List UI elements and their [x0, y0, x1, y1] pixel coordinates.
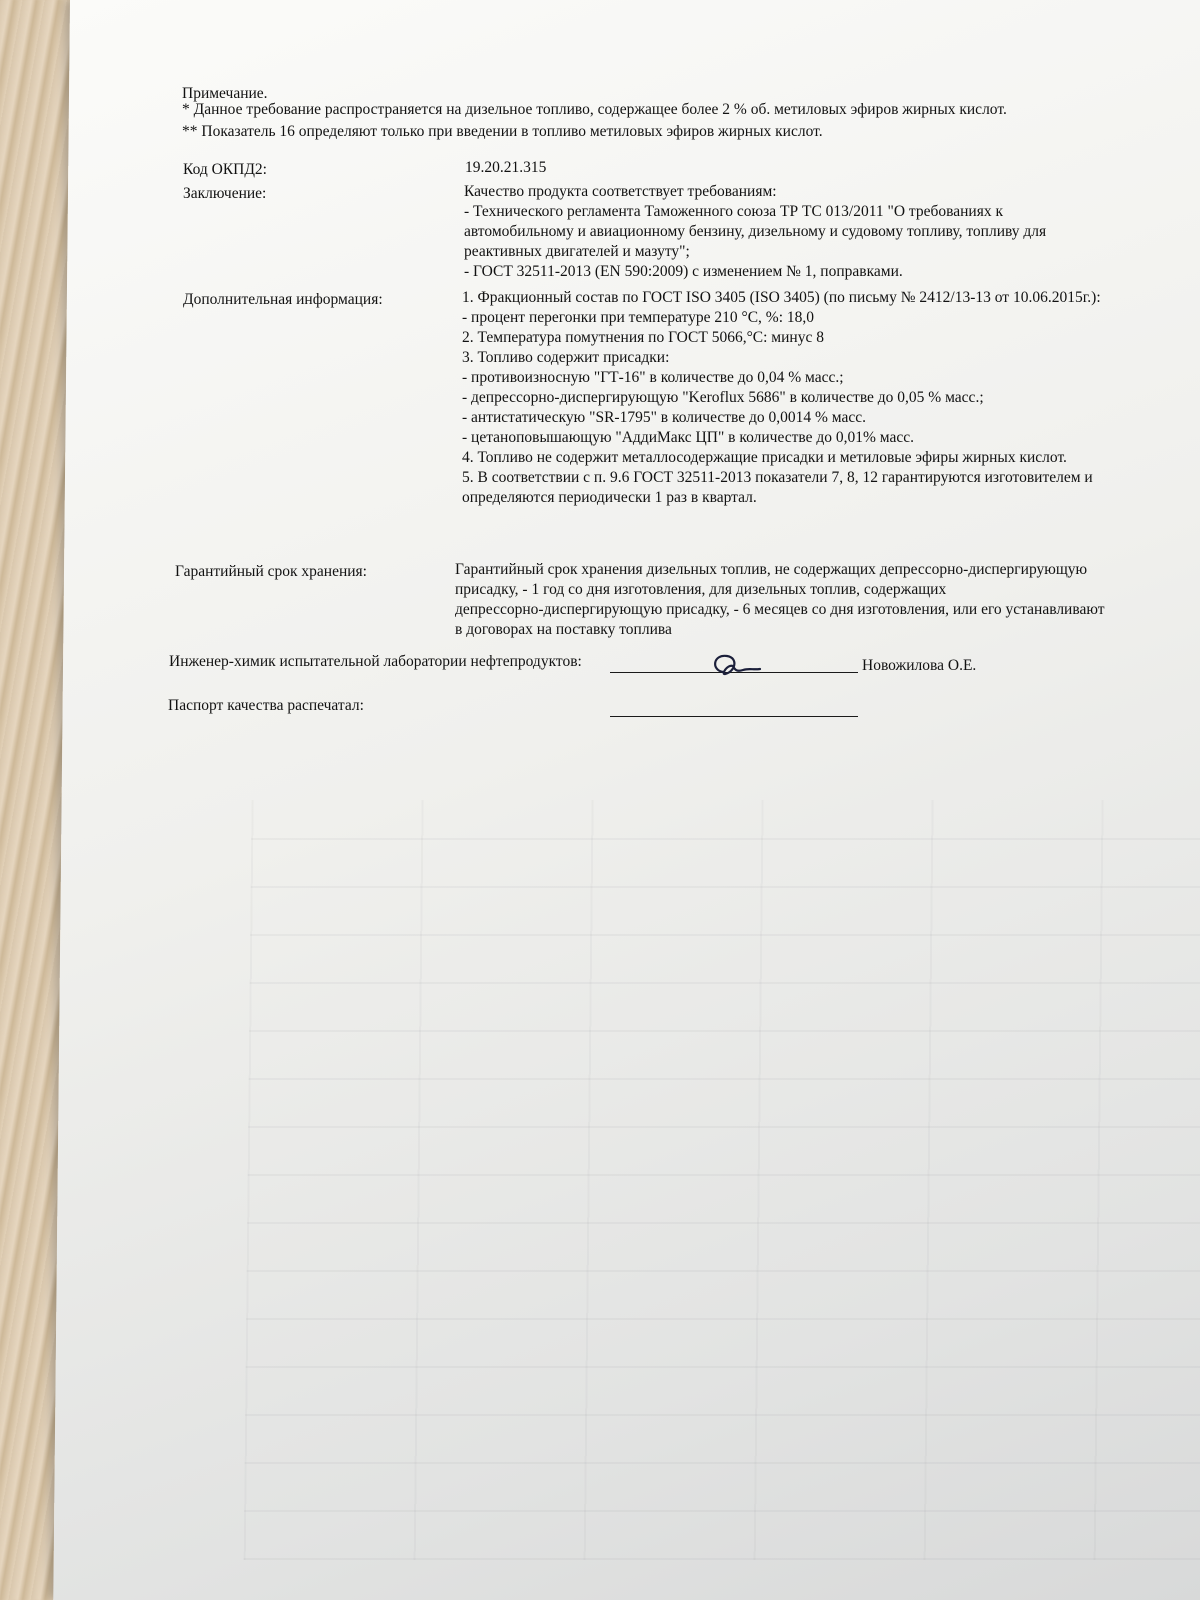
- handwritten-signature: [705, 650, 765, 684]
- additional-line: 3. Топливо содержит присадки:: [462, 349, 670, 366]
- additional-info-text: [462, 288, 1101, 508]
- additional-line: определяются периодически 1 раз в квартал.: [462, 489, 757, 506]
- okpd-label: Код ОКПД2:: [183, 161, 267, 178]
- additional-line: - депрессорно-диспергирующую "Keroflux 5686" в количестве до 0,05 % масс.;: [462, 389, 984, 406]
- additional-line: 1. Фракционный состав по ГОСТ ISO 3405 (ISO 3405) (по письму № 2412/13-13 от 10.06.2015г.):: [462, 289, 1101, 306]
- additional-line: 4. Топливо не содержит металлосодержащие присадки и метиловые эфиры жирных кислот.: [462, 449, 1067, 466]
- warranty-line: депрессорно-диспергирующую присадку, - 6 месяцев со дня изготовления, или его устанавливают: [455, 601, 1105, 618]
- note-title: Примечание.: [182, 85, 268, 102]
- additional-line: - цетаноповышающую "АддиМакс ЦП" в количестве до 0,01% масс.: [462, 429, 914, 446]
- additional-info-label: Дополнительная информация:: [183, 291, 383, 308]
- warranty-text: [455, 560, 1105, 640]
- printed-by-label: Паспорт качества распечатал:: [168, 697, 364, 714]
- conclusion-line: Качество продукта соответствует требованиям:: [464, 183, 777, 200]
- conclusion-text: [464, 182, 1046, 282]
- conclusion-line: реактивных двигателей и мазуту";: [464, 243, 690, 260]
- conclusion-line: - ГОСТ 32511-2013 (EN 590:2009) с изменением № 1, поправками.: [464, 263, 903, 280]
- warranty-label: Гарантийный срок хранения:: [175, 563, 367, 580]
- warranty-line: Гарантийный срок хранения дизельных топлив, не содержащих депрессорно-диспергирующую: [455, 561, 1088, 578]
- additional-line: 2. Температура помутнения по ГОСТ 5066,°С: минус 8: [462, 329, 824, 346]
- conclusion-label: Заключение:: [183, 185, 267, 202]
- warranty-line: присадку, - 1 год со дня изготовления, для дизельных топлив, содержащих: [455, 581, 947, 598]
- note-item-1: * Данное требование распространяется на дизельное топливо, содержащее более 2 % об. метиловых эфиров жирных кислот.: [182, 101, 1007, 118]
- additional-line: - процент перегонки при температуре 210 °С, %: 18,0: [462, 309, 815, 326]
- additional-line: - противоизносную "ГТ-16" в количестве до 0,04 % масс.;: [462, 369, 844, 386]
- conclusion-line: автомобильному и авиационному бензину, дизельному и судовому топливу, топливу для: [464, 223, 1047, 240]
- note-item-2: ** Показатель 16 определяют только при введении в топливо метиловых эфиров жирных кислот.: [182, 123, 823, 140]
- engineer-name: Новожилова О.Е.: [862, 657, 977, 674]
- printed-by-signature-line: [610, 716, 858, 717]
- conclusion-line: - Технического регламента Таможенного союза ТР ТС 013/2011 "О требованиях к: [464, 203, 1004, 220]
- warranty-line: в договорах на поставку топлива: [455, 621, 672, 638]
- additional-line: - антистатическую "SR-1795" в количестве до 0,0014 % масс.: [462, 409, 866, 426]
- additional-line: 5. В соответствии с п. 9.6 ГОСТ 32511-2013 показатели 7, 8, 12 гарантируются изготовителем и: [462, 469, 1093, 486]
- okpd-value: 19.20.21.315: [465, 159, 547, 176]
- engineer-label: Инженер-химик испытательной лаборатории нефтепродуктов:: [169, 653, 582, 670]
